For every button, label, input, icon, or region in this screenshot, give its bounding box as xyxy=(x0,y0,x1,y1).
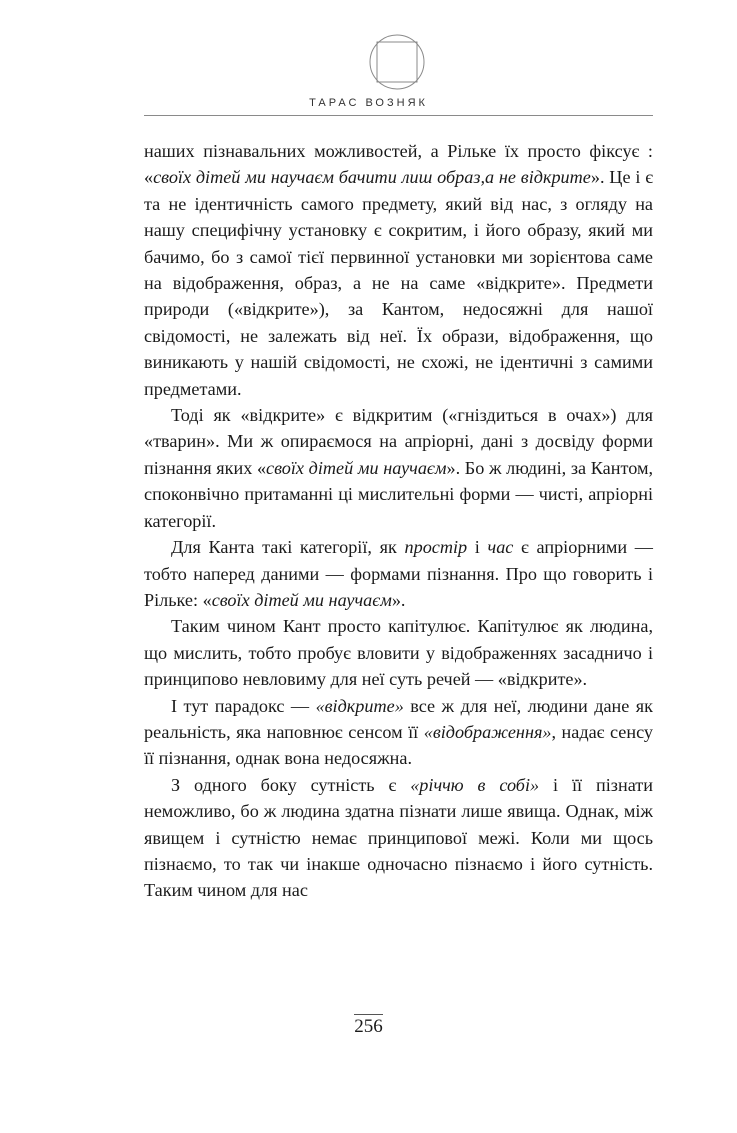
italic-text: своїх дітей ми научаєм xyxy=(266,457,447,478)
italic-text: час xyxy=(487,537,514,558)
text-run: Тоді як «відкрите» є відкритим («гніздиться в очах») для «тварин». Ми ж опираємося на апріорні, дані з досвіду форми пізнання яких « xyxy=(144,405,653,478)
italic-text: «відкрите» xyxy=(315,695,404,716)
text-run: все ж для неї, людини дане як реальність, яка наповнює сенсом її xyxy=(144,695,653,742)
italic-text: своїх дітей ми научаєм бачити лиш образ,а не відкрите xyxy=(153,167,591,188)
paragraph xyxy=(144,402,653,534)
italic-text: простір xyxy=(404,537,468,558)
text-run: З одного боку сутність є xyxy=(171,774,411,795)
running-header-author: ТАРАС ВОЗНЯК xyxy=(309,97,428,109)
page-number-value: 256 xyxy=(354,1016,383,1037)
italic-text: «відображення» xyxy=(423,721,552,742)
italic-text: «річчю в собі» xyxy=(410,774,540,795)
body-text xyxy=(144,138,653,904)
text-run: Таким чином Кант просто капітулює. Капітулює як людина, що мислить, тобто пробує вловити у відображеннях засадничо і принципово невловиму для неї суть речей — «відкрите». xyxy=(144,616,653,690)
text-run: Для Канта такі категорії, як xyxy=(171,537,405,558)
header-divider xyxy=(144,115,653,116)
text-run: і її пізнати неможливо, бо ж людина здатна пізнати лише явища. Однак, між явищем і сутністю немає принципової межі. Коли ми щось пізнаємо, то так чи інакше одночасно пізнаємо і його сутність. Таким чином для нас xyxy=(144,774,653,901)
paragraph xyxy=(144,138,653,402)
circle-square-logo-icon xyxy=(369,34,425,90)
text-run: ». Бо ж людині, за Кантом, споконвічно притаманні ці мислительні форми — чисті, апріорні категорії. xyxy=(144,457,653,531)
text-run: І тут парадокс — xyxy=(171,695,316,716)
text-run: ». xyxy=(391,589,406,610)
text-run: наших пізнавальних можливостей, а Рільке їх просто фіксує : « xyxy=(144,141,653,188)
paragraph xyxy=(144,693,653,772)
text-run: є апріорними — тобто наперед даними — формами пізнання. Про що говорить і Рільке: « xyxy=(144,537,653,610)
text-run: , надає сенсу її пізнання, однак вона недосяжна. xyxy=(144,721,654,769)
paragraph xyxy=(144,772,653,904)
italic-text: своїх дітей ми научаєм xyxy=(211,589,392,610)
text-run: і xyxy=(467,537,488,558)
page-number xyxy=(0,1016,737,1038)
paragraph xyxy=(144,534,653,613)
paragraph xyxy=(144,613,653,692)
text-run: ». Це і є та не ідентичність самого предмету, який від нас, з огляду на нашу специфічну установку є сокритим, і його образу, який ми бачимо, бо з самої тієї первинної установки ми зорієнтова саме на відображення, образ, а не на саме «відкрите». Предмети природи («відкрите»), за Кантом, недосяжні для нашої свідомості, не залежать від неї. Їх образи, відображення, що виникають у нашій свідомості, не схожі, не ідентичні з самими предметами. xyxy=(144,167,653,399)
